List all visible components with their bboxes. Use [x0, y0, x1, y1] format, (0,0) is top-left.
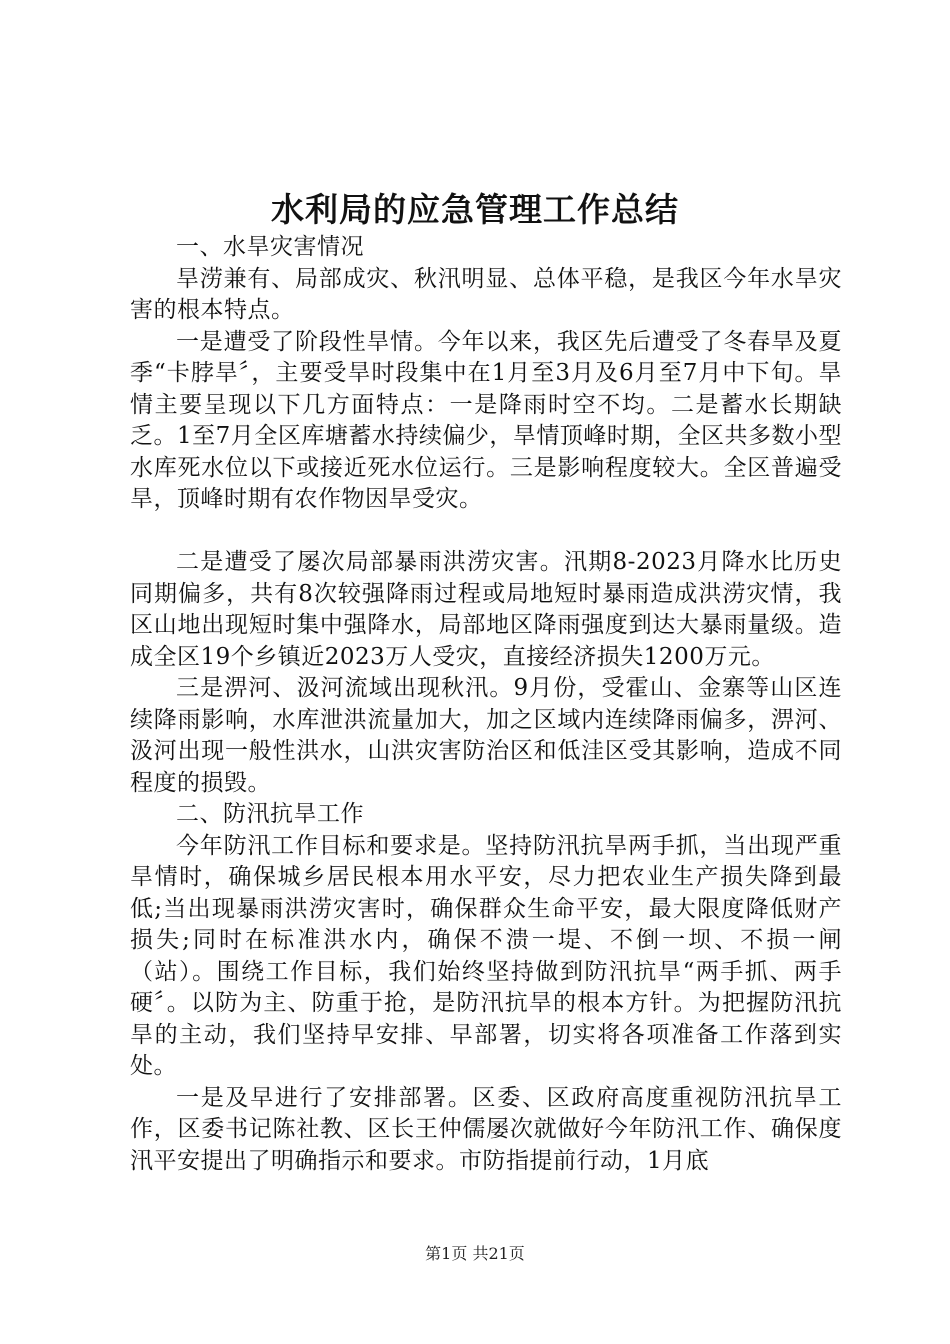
- paragraph: 一是及早进行了安排部署。区委、区政府高度重视防汛抗旱工作，区委书记陈社教、区长王仲儒屡次就做好今年防汛工作、确保度汛平安提出了明确指示和要求。市防指提前行动，1月底: [130, 1084, 842, 1174]
- paragraph: 三是淠河、汲河流域出现秋汛。9月份，受霍山、金寨等山区连续降雨影响，水库泄洪流量加大，加之区域内连续降雨偏多，淠河、汲河出现一般性洪水，山洪灾害防治区和低洼区受其影响，造成不同程度的损毁。: [130, 675, 842, 796]
- document-body: [130, 232, 842, 1177]
- paragraph: 一是遭受了阶段性旱情。今年以来，我区先后遭受了冬春旱及夏季“卡脖旱〞，主要受旱时段集中在1月至3月及6月至7月中下旬。旱情主要呈现以下几方面特点：一是降雨时空不均。二是蓄水长期缺乏。1至7月全区库塘蓄水持续偏少，旱情顶峰时期，全区共多数小型水库死水位以下或接近死水位运行。三是影响程度较大。全区普遍受旱，顶峰时期有农作物因旱受灾。: [130, 328, 842, 512]
- section-heading: 二、防汛抗旱工作: [176, 801, 364, 827]
- paragraph: 旱涝兼有、局部成灾、秋汛明显、总体平稳，是我区今年水旱灾害的根本特点。: [130, 265, 842, 323]
- paragraph: 二是遭受了屡次局部暴雨洪涝灾害。汛期8-2023月降水比历史同期偏多，共有8次较强降雨过程或局地短时暴雨造成洪涝灾情，我区山地出现短时集中强降水，局部地区降雨强度到达大暴雨量级。造成全区19个乡镇近2023万人受灾，直接经济损失1200万元。: [130, 549, 842, 670]
- document-title: 水利局的应急管理工作总结: [271, 190, 679, 229]
- section-heading: 一、水旱灾害情况: [176, 234, 364, 260]
- page-footer: 第1页 共21页: [425, 1244, 525, 1263]
- paragraph: 今年防汛工作目标和要求是。坚持防汛抗旱两手抓，当出现严重旱情时，确保城乡居民根本用水平安，尽力把农业生产损失降到最低;当出现暴雨洪涝灾害时，确保群众生命平安，最大限度降低财产损失;同时在标准洪水内，确保不溃一堤、不倒一坝、不损一闸（站）。围绕工作目标，我们始终坚持做到防汛抗旱“两手抓、两手硬〞。以防为主、防重于抢，是防汛抗旱的根本方针。为把握防汛抗旱的主动，我们坚持早安排、早部署，切实将各项准备工作落到实处。: [130, 832, 842, 1079]
